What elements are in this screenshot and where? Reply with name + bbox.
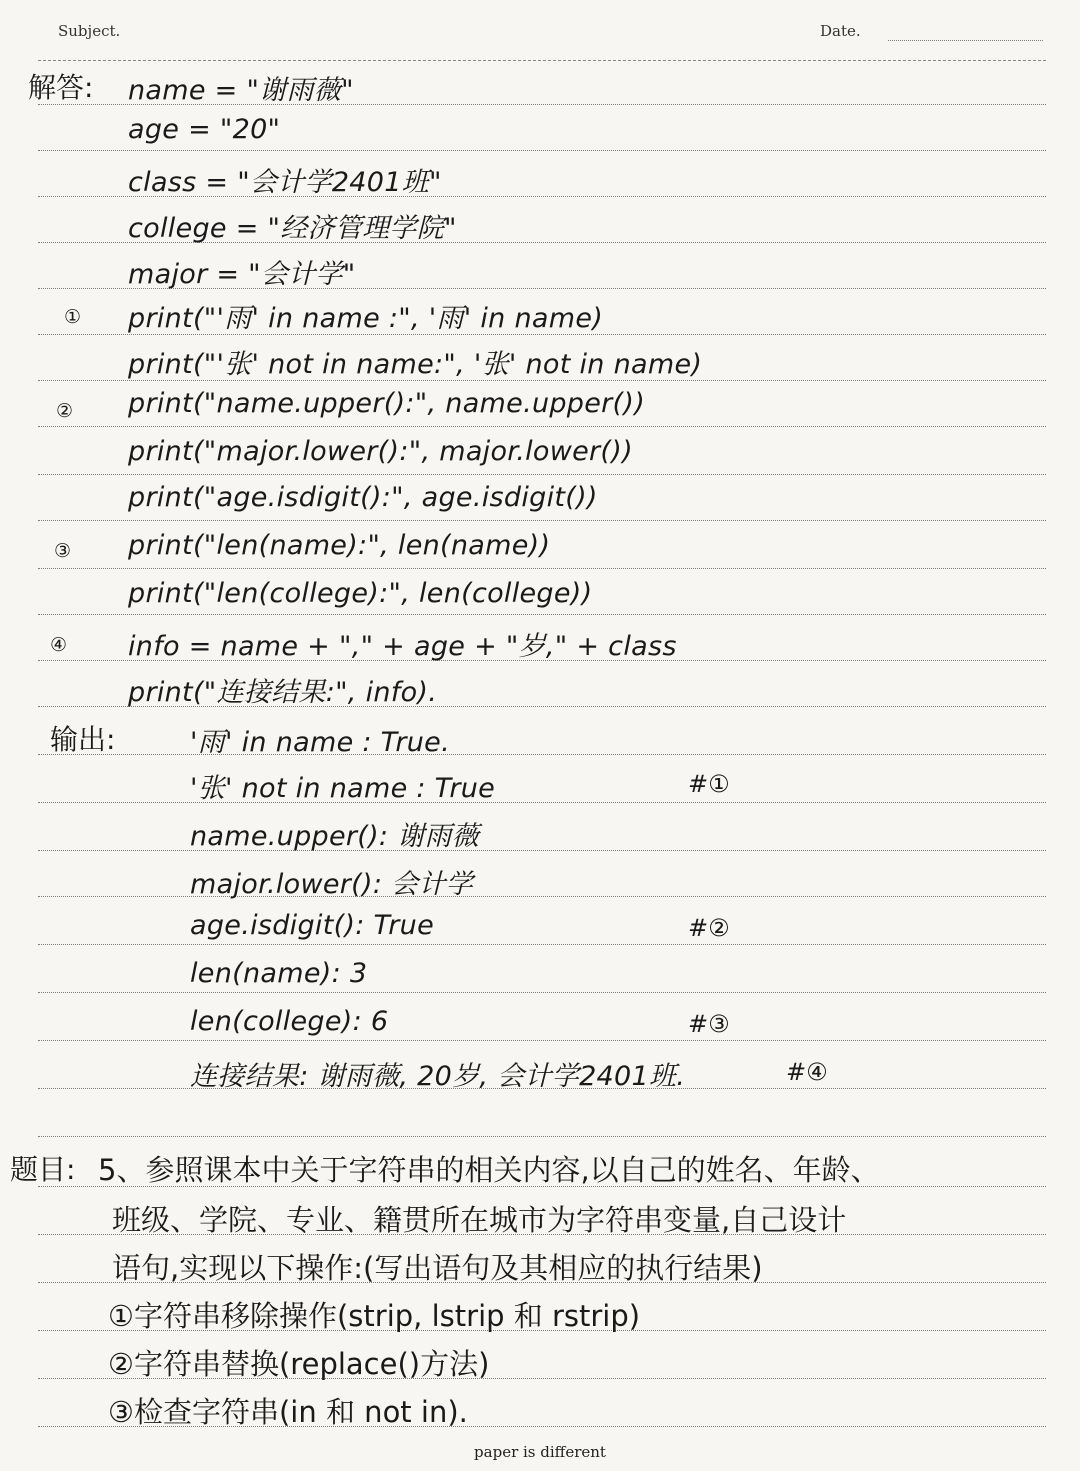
question-line: 5、参照课本中关于字符串的相关内容,以自己的姓名、年龄、 (98, 1153, 880, 1187)
question-line: ③检查字符串(in 和 not in). (108, 1395, 468, 1429)
code-line: major = "会计学" (128, 259, 356, 290)
code-line: print("'雨' in name :", '雨' in name) (128, 303, 604, 334)
output-line: 连接结果: 谢雨薇, 20岁, 会计学2401班. (190, 1061, 686, 1092)
ruled-line (38, 614, 1046, 615)
step-marker: ② (56, 400, 74, 422)
output-label: 输出: (50, 723, 116, 756)
question-line: 语句,实现以下操作:(写出语句及其相应的执行结果) (112, 1251, 763, 1285)
output-line: name.upper(): 谢雨薇 (190, 821, 480, 852)
answer-label: 解答: (28, 71, 94, 104)
output-line: major.lower(): 会计学 (190, 869, 474, 900)
output-line: len(name): 3 (190, 958, 368, 989)
ruled-line (38, 944, 1046, 945)
output-line: '雨' in name : True. (190, 727, 450, 758)
ruled-line (38, 474, 1046, 475)
ruled-line (38, 426, 1046, 427)
output-tag: #① (688, 770, 730, 798)
ruled-line (38, 60, 1046, 61)
step-marker: ④ (50, 634, 68, 656)
question-line: 班级、学院、专业、籍贯所在城市为字符串变量,自己设计 (112, 1203, 847, 1237)
question-line: ②字符串替换(replace()方法) (108, 1347, 490, 1381)
code-line: info = name + "," + age + "岁," + class (128, 631, 677, 662)
output-tag: #② (688, 914, 730, 942)
output-line: len(college): 6 (190, 1006, 389, 1037)
code-line: print("连接结果:", info). (128, 677, 438, 708)
code-line: name = "谢雨薇" (128, 75, 354, 106)
code-line: print("major.lower():", major.lower()) (128, 436, 633, 467)
code-line: print("'张' not in name:", '张' not in name) (128, 349, 703, 380)
date-line (888, 40, 1043, 41)
code-line: print("name.upper():", name.upper()) (128, 388, 646, 419)
subject-label: Subject. (58, 22, 121, 40)
page-footer: paper is different (474, 1443, 606, 1461)
output-tag: #③ (688, 1010, 730, 1038)
step-marker: ① (64, 306, 82, 328)
code-line: college = "经济管理学院" (128, 213, 457, 244)
ruled-line (38, 520, 1046, 521)
ruled-line (38, 568, 1046, 569)
question-label: 题目: (10, 1153, 76, 1186)
output-tag: #④ (786, 1058, 828, 1086)
ruled-line (38, 992, 1046, 993)
code-line: print("age.isdigit():", age.isdigit()) (128, 482, 598, 513)
output-line: age.isdigit(): True (190, 910, 434, 941)
date-label: Date. (820, 22, 861, 40)
code-line: print("len(name):", len(name)) (128, 530, 551, 561)
ruled-line (38, 1136, 1046, 1137)
ruled-line (38, 150, 1046, 151)
code-line: class = "会计学2401班" (128, 167, 442, 198)
question-line: ①字符串移除操作(strip, lstrip 和 rstrip) (108, 1299, 641, 1333)
ruled-line (38, 1040, 1046, 1041)
output-line: '张' not in name : True (190, 773, 496, 804)
code-line: age = "20" (128, 114, 281, 145)
code-line: print("len(college):", len(college)) (128, 578, 593, 609)
step-marker: ③ (54, 540, 72, 562)
